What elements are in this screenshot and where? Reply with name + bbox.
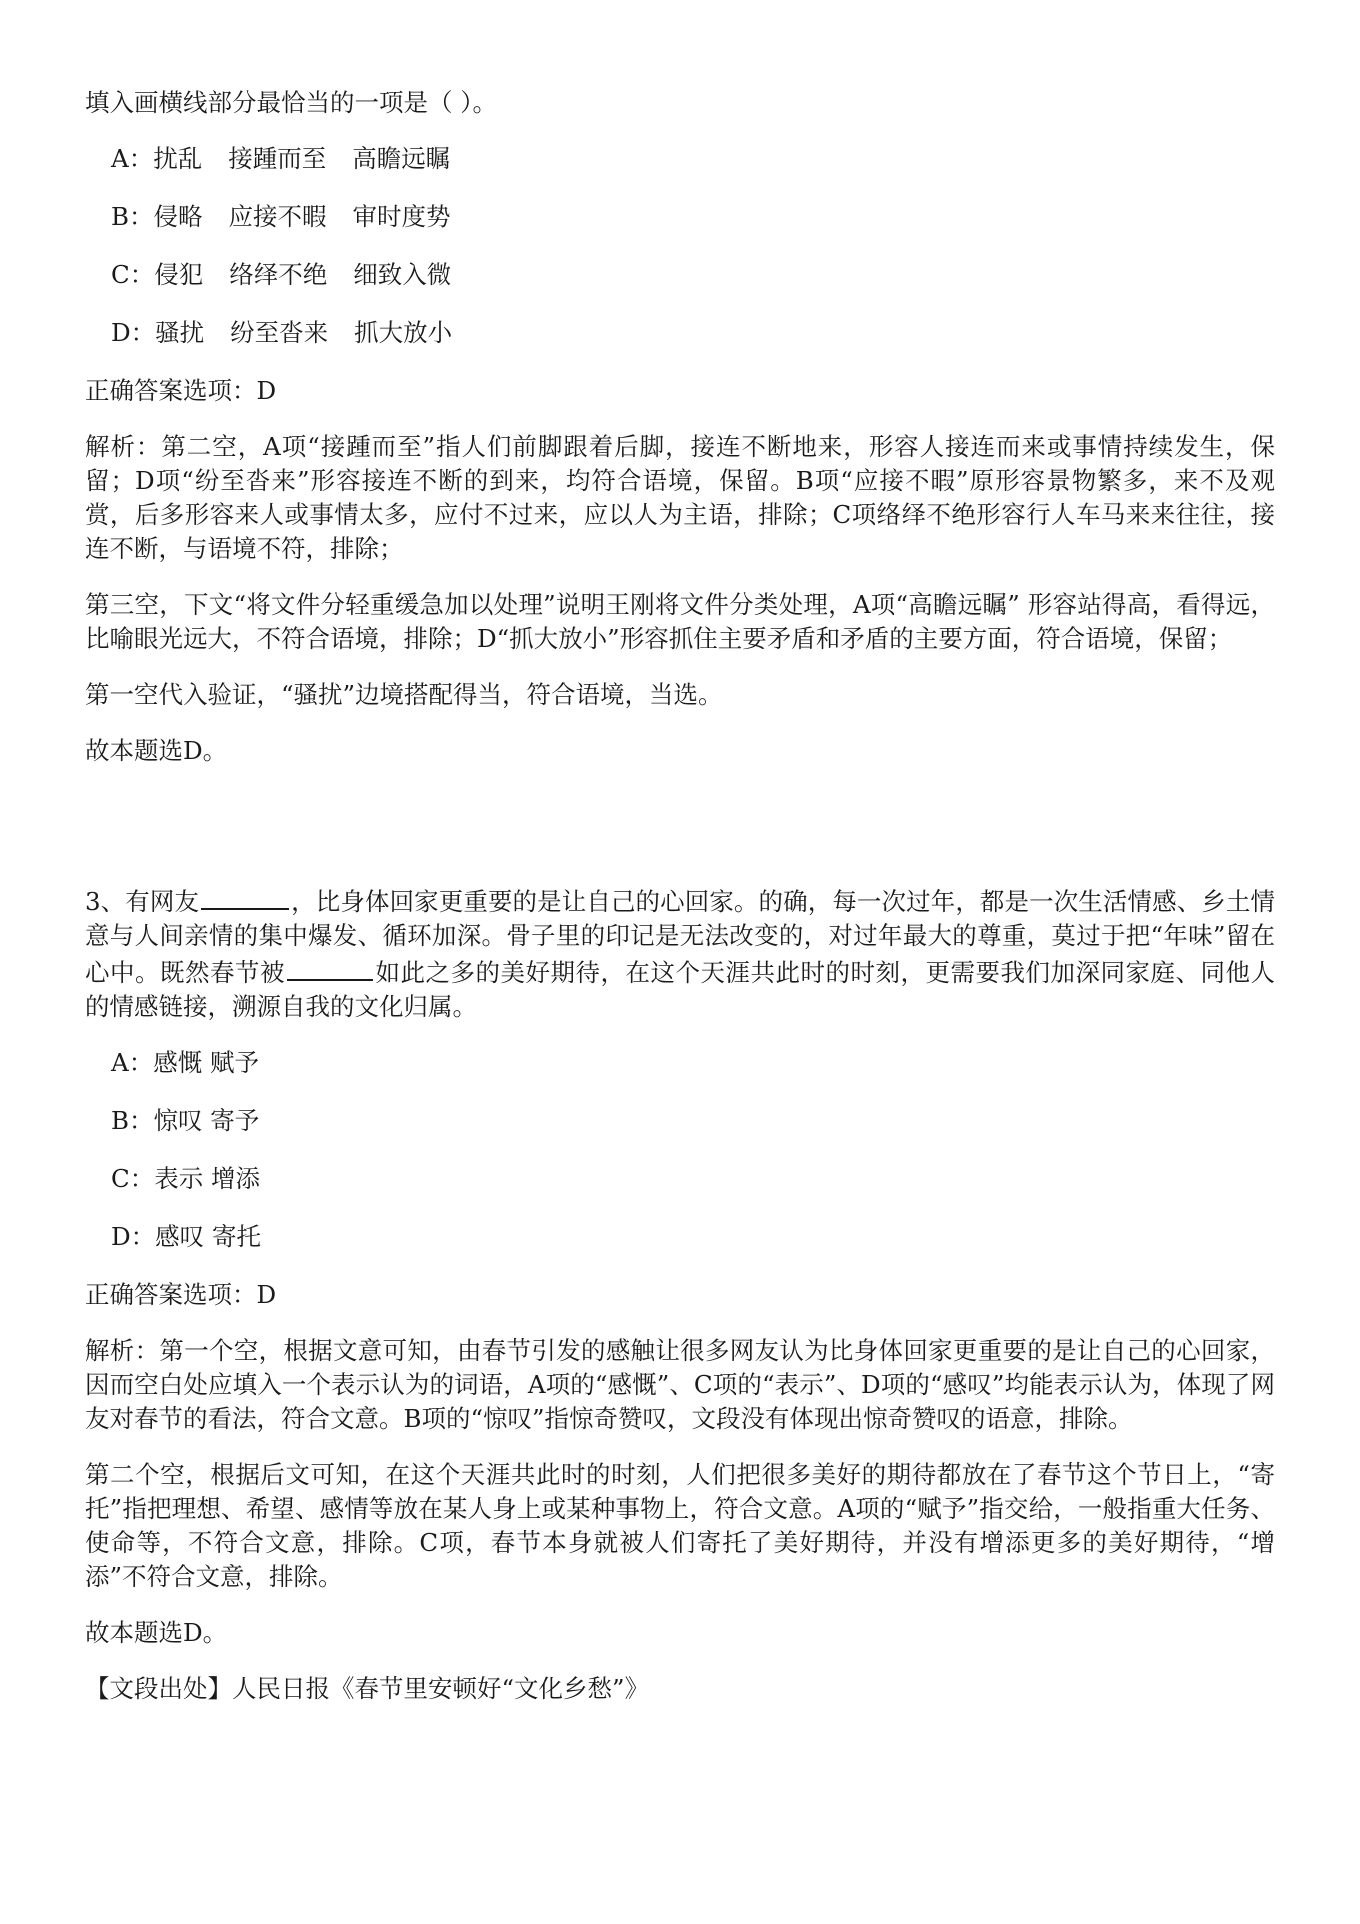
- option-c: C：表示 增添: [111, 1164, 261, 1193]
- correct-answer: 正确答案选项：D: [85, 376, 277, 405]
- option-d: D：骚扰 纷至沓来 抓大放小: [111, 318, 453, 347]
- question-stem: 3、有网友 ，比身体回家更重要的是让自己的心回家。的确，每一次过年，都是一次生活情感、乡土情意与人间亲情的集中爆发、循环加深。骨子里的印记是无法改变的，对过年最大的尊重，莫过于把“年味”留在心中。既然春节被 如此之多的美好期待，在这个天涯共此时的时刻，更需要我们加深同家庭、同他人的情感链接，溯源自我的文化归属。: [85, 882, 1275, 1024]
- analysis-paragraph: 第一空代入验证，“骚扰”边境搭配得当，符合语境，当选。: [85, 680, 723, 709]
- correct-answer: 正确答案选项：D: [85, 1280, 277, 1309]
- option-list: [85, 1046, 1275, 1254]
- fill-blank: [287, 953, 373, 981]
- option-b: B：惊叹 寄予: [111, 1106, 260, 1135]
- fill-blank: [201, 882, 289, 910]
- option-b: B：侵略 应接不暇 审时度势: [111, 202, 451, 231]
- option-a: A：扰乱 接踵而至 高瞻远瞩: [111, 144, 451, 173]
- analysis-paragraph: 第三空，下文“将文件分轻重缓急加以处理”说明王刚将文件分类处理，A项“高瞻远瞩” 形容站得高，看得远，比喻眼光远大，不符合语境，排除；D“抓大放小”形容抓住主要矛盾和矛盾的主要方面，符合语境，保留；: [85, 590, 1275, 653]
- question-stem: 填入画横线部分最恰当的一项是（ ）。: [85, 88, 498, 117]
- option-c: C：侵犯 络绎不绝 细致入微: [111, 260, 452, 289]
- option-d: D：感叹 寄托: [111, 1222, 261, 1251]
- conclusion: 故本题选D。: [85, 1618, 228, 1647]
- option-a: A：感慨 赋予: [111, 1048, 259, 1077]
- analysis-paragraph: 解析：第二空，A项“接踵而至”指人们前脚跟着后脚，接连不断地来，形容人接连而来或事情持续发生，保留；D项“纷至沓来”形容接连不断的到来，均符合语境，保留。B项“应接不暇”原形容景物繁多，来不及观赏，后多形容来人或事情太多，应付不过来，应以人为主语，排除；C项络绎不绝形容行人车马来来往往，接连不断，与语境不符，排除；: [85, 432, 1275, 563]
- option-list: [85, 142, 1275, 350]
- analysis-paragraph: 第二个空，根据后文可知，在这个天涯共此时的时刻，人们把很多美好的期待都放在了春节这个节日上，“寄托”指把理想、希望、感情等放在某人身上或某种事物上，符合文意。A项的“赋予”指交给，一般指重大任务、使命等，不符合文意，排除。C项，春节本身就被人们寄托了美好期待，并没有增添更多的美好期待，“增添”不符合文意，排除。: [85, 1460, 1275, 1591]
- analysis-paragraph: 解析：第一个空，根据文意可知，由春节引发的感触让很多网友认为比身体回家更重要的是让自己的心回家，因而空白处应填入一个表示认为的词语，A项的“感慨”、C项的“表示”、D项的“感叹”均能表示认为，体现了网友对春节的看法，符合文意。B项的“惊叹”指惊奇赞叹，文段没有体现出惊奇赞叹的语意，排除。: [85, 1336, 1275, 1433]
- conclusion: 故本题选D。: [85, 736, 228, 765]
- source-citation: 【文段出处】人民日报《春节里安顿好“文化乡愁”》: [85, 1674, 650, 1703]
- section-spacer: [85, 790, 1275, 882]
